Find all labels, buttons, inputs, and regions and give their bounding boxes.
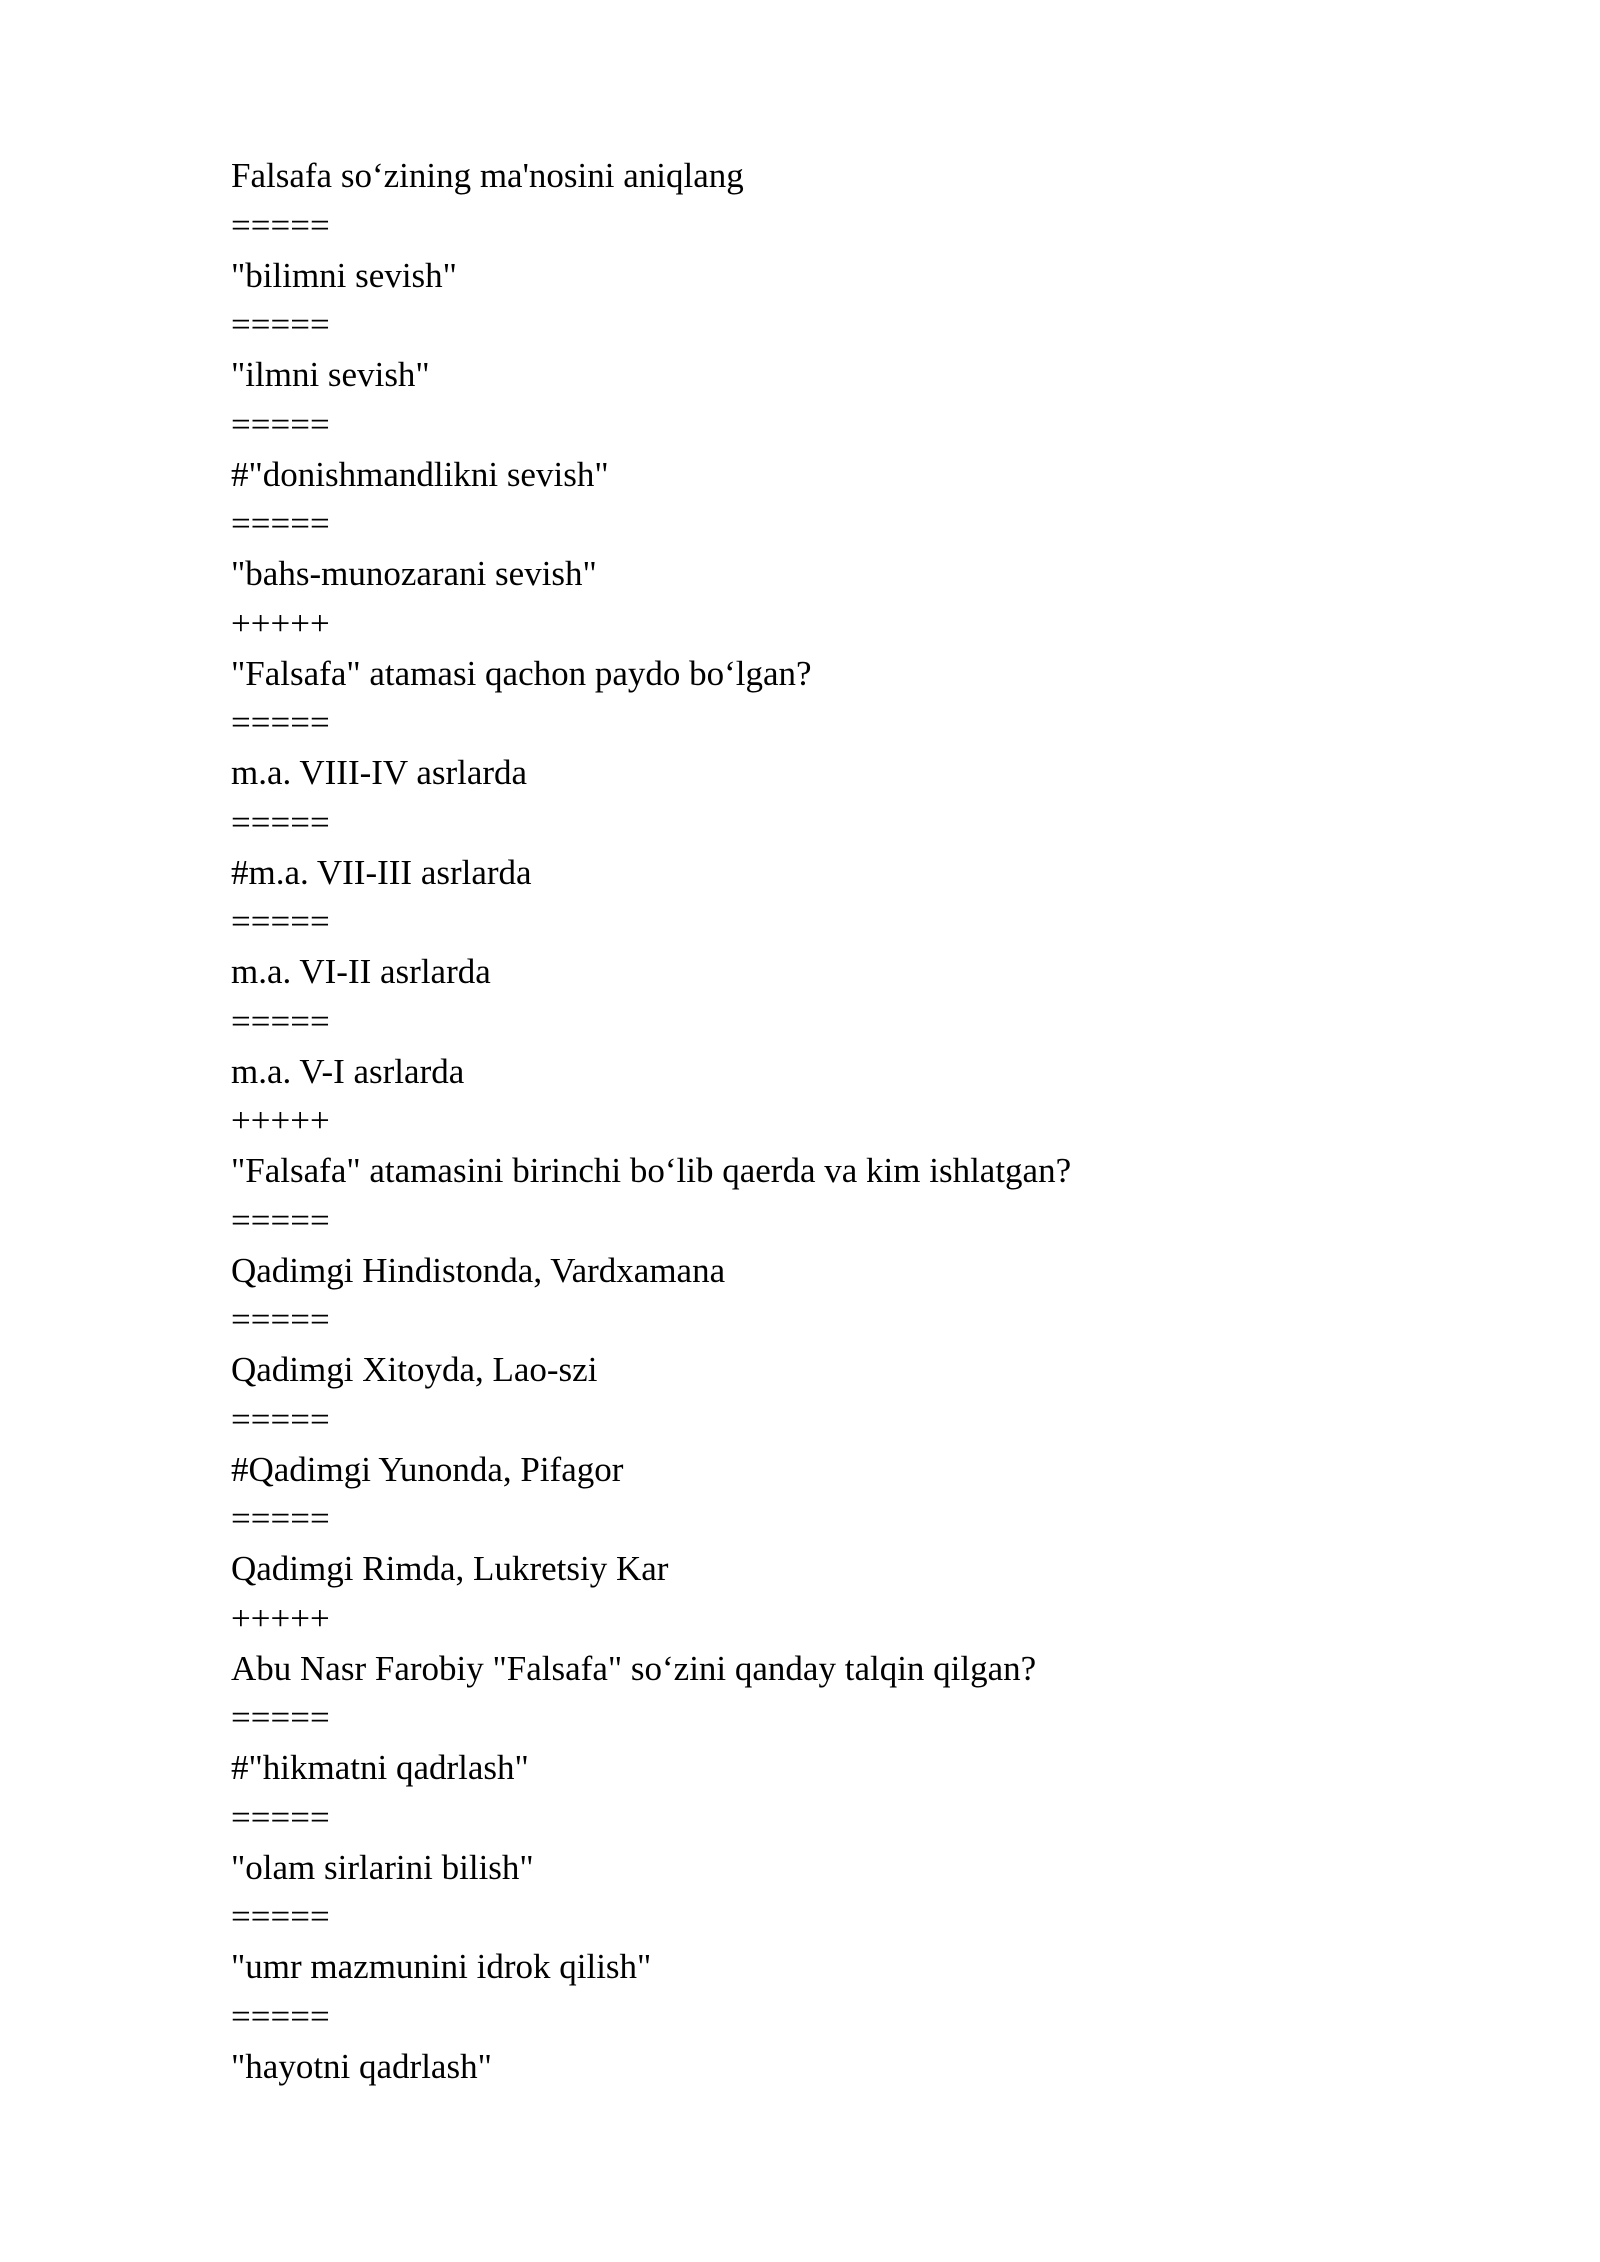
option-separator: ===== — [231, 1001, 330, 1041]
option-separator: ===== — [231, 1797, 330, 1837]
option-separator: ===== — [231, 205, 330, 245]
option-separator: ===== — [231, 1698, 330, 1738]
correct-answer-option: #m.a. VII-III asrlarda — [231, 852, 532, 892]
answer-option: "bahs-munozarani sevish" — [231, 554, 597, 593]
option-separator: ===== — [231, 1996, 330, 2036]
answer-option: Qadimgi Hindistonda, Vardxamana — [231, 1250, 726, 1290]
answer-option: "hayotni qadrlash" — [231, 2046, 492, 2086]
option-separator: ===== — [231, 703, 330, 743]
question-3: "Falsafa" atamasini birinchi bo‘lib qaerda va kim ishlatgan? — [231, 1151, 1072, 1190]
answer-option: m.a. VI-II asrlarda — [231, 952, 491, 991]
document-body — [231, 151, 1071, 2091]
answer-option: "ilmni sevish" — [231, 355, 430, 394]
option-separator: ===== — [231, 1499, 330, 1539]
option-separator: ===== — [231, 404, 330, 444]
answer-option: "bilimni sevish" — [231, 255, 457, 295]
answer-option: "olam sirlarini bilish" — [231, 1847, 534, 1887]
option-separator: ===== — [231, 1300, 330, 1340]
option-separator: ===== — [231, 802, 330, 842]
question-separator: +++++ — [231, 1101, 330, 1141]
answer-option: m.a. V-I asrlarda — [231, 1051, 465, 1091]
correct-answer-option: #"donishmandlikni sevish" — [231, 454, 609, 494]
option-separator: ===== — [231, 1399, 330, 1439]
question-1: Falsafa so‘zining ma'nosini aniqlang — [231, 156, 744, 195]
option-separator: ===== — [231, 504, 330, 544]
answer-option: m.a. VIII-IV asrlarda — [231, 753, 528, 792]
option-separator: ===== — [231, 902, 330, 942]
option-separator: ===== — [231, 1897, 330, 1937]
answer-option: "umr mazmunini idrok qilish" — [231, 1947, 652, 1986]
answer-option: Qadimgi Rimda, Lukretsiy Kar — [231, 1549, 669, 1588]
option-separator: ===== — [231, 305, 330, 345]
question-separator: +++++ — [231, 1598, 330, 1638]
option-separator: ===== — [231, 1200, 330, 1240]
question-4: Abu Nasr Farobiy "Falsafa" so‘zini qanday talqin qilgan? — [231, 1648, 1037, 1688]
correct-answer-option: #Qadimgi Yunonda, Pifagor — [231, 1449, 624, 1489]
question-2: "Falsafa" atamasi qachon paydo bo‘lgan? — [231, 653, 812, 693]
question-separator: +++++ — [231, 603, 330, 643]
correct-answer-option: #"hikmatni qadrlash" — [231, 1748, 529, 1787]
answer-option: Qadimgi Xitoyda, Lao-szi — [231, 1350, 598, 1389]
